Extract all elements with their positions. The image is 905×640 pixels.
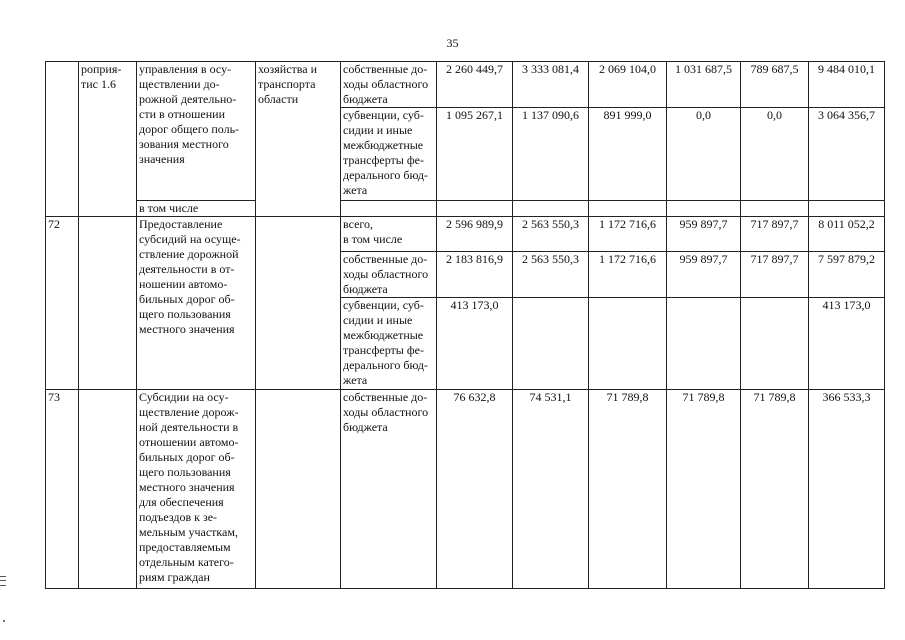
- amount-cell: 71 789,8: [667, 390, 741, 589]
- event-number-cell: роприя- тис 1.6: [79, 62, 137, 217]
- event-name-cell: управления в осу- ществлении до- рожной деятельно- сти в отношении дорог общего поль- зования местного значения: [137, 62, 256, 201]
- amount-cell: 2 563 550,3: [513, 217, 589, 252]
- table-row: [46, 62, 885, 108]
- event-number-cell: [79, 217, 137, 390]
- funding-source-cell: субвенции, суб- сидии и иные межбюджетные трансферты фе- дерального бюд- жета: [341, 108, 437, 201]
- row-number-cell: [46, 62, 79, 217]
- amount-cell: 717 897,7: [741, 217, 809, 252]
- amount-cell: 2 183 816,9: [437, 252, 513, 298]
- event-name-cell: Субсидии на осу- ществление дорож- ной деятельности в отношении автомо- бильных дорог об- щего пользования местного значения для обеспечения подъездов к зе- мельным участкам, предоставляемым отдельным катего- риям граждан: [137, 390, 256, 589]
- amount-cell: 0,0: [667, 108, 741, 201]
- amount-cell: 71 789,8: [589, 390, 667, 589]
- amount-cell: 3 333 081,4: [513, 62, 589, 108]
- empty-cell: [667, 201, 741, 217]
- amount-cell: 789 687,5: [741, 62, 809, 108]
- in-particular-cell: в том числе: [137, 201, 256, 217]
- executor-cell: [256, 390, 341, 589]
- event-number-cell: [79, 390, 137, 589]
- amount-cell: 1 137 090,6: [513, 108, 589, 201]
- amount-cell: 717 897,7: [741, 252, 809, 298]
- amount-cell: [741, 298, 809, 390]
- funding-source-cell: всего, в том числе: [341, 217, 437, 252]
- table-row: [46, 390, 885, 589]
- amount-cell: 413 173,0: [437, 298, 513, 390]
- funding-source-cell: субвенции, суб- сидии и иные межбюджетные трансферты фе- дерального бюд- жета: [341, 298, 437, 390]
- amount-cell: 959 897,7: [667, 252, 741, 298]
- empty-cell: [809, 201, 885, 217]
- budget-table: [45, 61, 885, 589]
- amount-cell: 8 011 052,2: [809, 217, 885, 252]
- empty-cell: [341, 201, 437, 217]
- amount-cell: 413 173,0: [809, 298, 885, 390]
- executor-cell: хозяйства и транспорта области: [256, 62, 341, 217]
- row-number-cell: 72: [46, 217, 79, 390]
- executor-cell: [256, 217, 341, 390]
- amount-cell: 3 064 356,7: [809, 108, 885, 201]
- row-number-cell: 73: [46, 390, 79, 589]
- empty-cell: [741, 201, 809, 217]
- empty-cell: [513, 201, 589, 217]
- amount-cell: 366 533,3: [809, 390, 885, 589]
- amount-cell: [589, 298, 667, 390]
- amount-cell: 76 632,8: [437, 390, 513, 589]
- empty-cell: [589, 201, 667, 217]
- amount-cell: 959 897,7: [667, 217, 741, 252]
- amount-cell: 2 596 989,9: [437, 217, 513, 252]
- amount-cell: 2 563 550,3: [513, 252, 589, 298]
- amount-cell: 2 260 449,7: [437, 62, 513, 108]
- amount-cell: 0,0: [741, 108, 809, 201]
- funding-source-cell: собственные до- ходы областного бюджета: [341, 390, 437, 589]
- binding-mark: [0, 576, 6, 586]
- amount-cell: 891 999,0: [589, 108, 667, 201]
- page-number: 35: [446, 36, 459, 50]
- amount-cell: 71 789,8: [741, 390, 809, 589]
- amount-cell: 1 095 267,1: [437, 108, 513, 201]
- table-row: [46, 217, 885, 252]
- event-name-cell: Предоставление субсидий на осуще- ствление дорожной деятельности в от- ношении автомо- бильных дорог об- щего пользования местного значения: [137, 217, 256, 390]
- amount-cell: [667, 298, 741, 390]
- amount-cell: 1 031 687,5: [667, 62, 741, 108]
- amount-cell: 9 484 010,1: [809, 62, 885, 108]
- table-row: [46, 201, 885, 217]
- amount-cell: 1 172 716,6: [589, 217, 667, 252]
- empty-cell: [437, 201, 513, 217]
- scan-dot: [3, 620, 5, 622]
- amount-cell: 2 069 104,0: [589, 62, 667, 108]
- amount-cell: 74 531,1: [513, 390, 589, 589]
- amount-cell: 7 597 879,2: [809, 252, 885, 298]
- funding-source-cell: собственные до- ходы областного бюджета: [341, 62, 437, 108]
- amount-cell: 1 172 716,6: [589, 252, 667, 298]
- amount-cell: [513, 298, 589, 390]
- funding-source-cell: собственные до- ходы областного бюджета: [341, 252, 437, 298]
